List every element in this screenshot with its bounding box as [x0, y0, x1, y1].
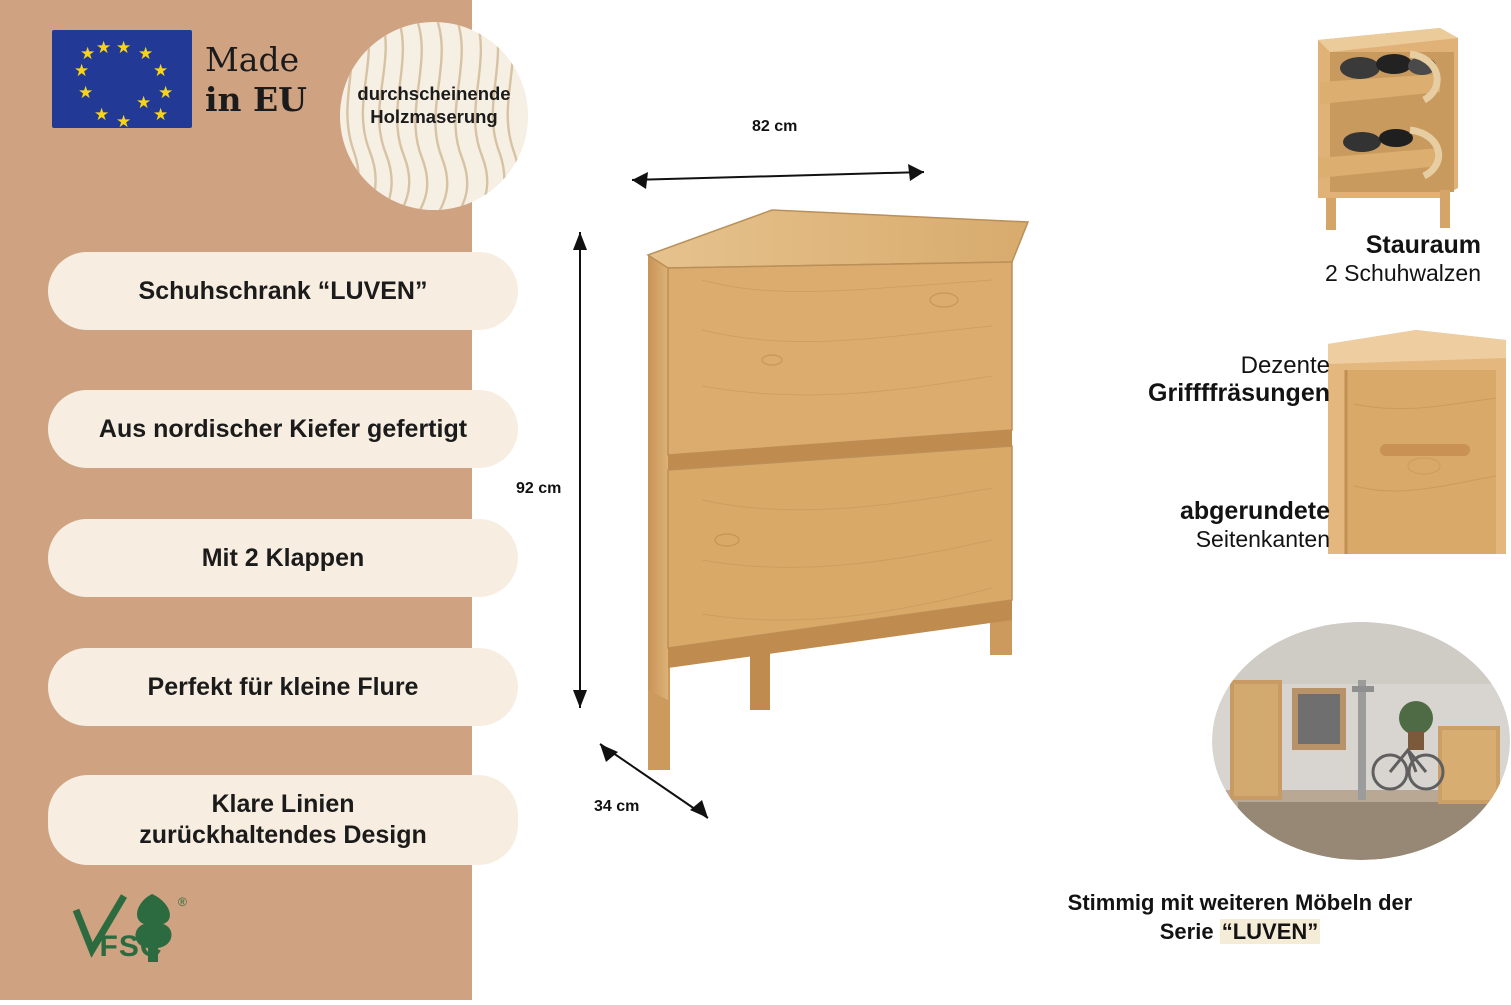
made-in-eu-line2: in EU [205, 80, 307, 119]
depth-dimension-label: 34 cm [594, 798, 640, 815]
svg-text:®: ® [178, 895, 187, 909]
handles-caption-line1: Dezente [1240, 352, 1330, 379]
cabinet-illustration [472, 0, 1062, 1000]
wood-grain-line2: Holzmaserung [370, 106, 498, 127]
feature-pill-3 [48, 519, 518, 597]
feature-pill-5-line1: Klare Linien [211, 790, 355, 818]
feature-pill-5-line2: zurückhaltendes Design [139, 821, 427, 849]
open-cabinet-photo [1290, 18, 1490, 243]
edges-caption [1030, 498, 1330, 554]
feature-pill-2 [48, 390, 518, 468]
series-caption [980, 888, 1500, 946]
series-caption-highlight: “LUVEN” [1221, 919, 1319, 944]
feature-pill-1 [48, 252, 518, 330]
height-dimension-label: 92 cm [516, 480, 562, 497]
feature-pill-2-label: Aus nordischer Kiefer gefertigt [98, 414, 468, 443]
right-detail-column [1067, 0, 1511, 1000]
made-in-eu-line1: Made [205, 40, 300, 79]
fsc-label: FSC [99, 930, 163, 963]
feature-pill-4 [48, 648, 518, 726]
handles-caption-line2: Griffffräsungen [1148, 379, 1330, 407]
made-in-eu-label [205, 40, 355, 120]
edges-caption-line2: Seitenkanten [1195, 526, 1330, 552]
product-dimension-diagram [472, 0, 1062, 1000]
handle-detail-photo [1320, 318, 1510, 558]
edges-caption-line1: abgerundete [1179, 497, 1330, 525]
series-caption-line1: Stimmig mit weiteren Möbeln der [1067, 890, 1413, 915]
handles-caption [1030, 352, 1330, 408]
wood-grain-line1: durchscheinende [357, 83, 511, 104]
series-caption-line2-prefix: Serie [1159, 919, 1220, 944]
storage-caption-line2: 2 Schuhwalzen [1325, 260, 1481, 286]
left-feature-panel [0, 0, 511, 1000]
storage-caption [1151, 232, 1481, 288]
feature-pill-5 [48, 775, 518, 865]
room-scene-photo [1212, 622, 1510, 860]
storage-caption-line1: Stauraum [1365, 231, 1481, 259]
feature-pill-4-label: Perfekt für kleine Flure [147, 672, 419, 701]
eu-flag-icon: ★ ★ ★ ★ ★ ★ ★ ★ ★ ★ ★ ★ [52, 30, 192, 128]
width-dimension-label: 82 cm [752, 118, 798, 135]
feature-pill-3-label: Mit 2 Klappen [201, 543, 365, 572]
feature-pill-1-label: Schuhschrank “LUVEN” [138, 276, 428, 305]
